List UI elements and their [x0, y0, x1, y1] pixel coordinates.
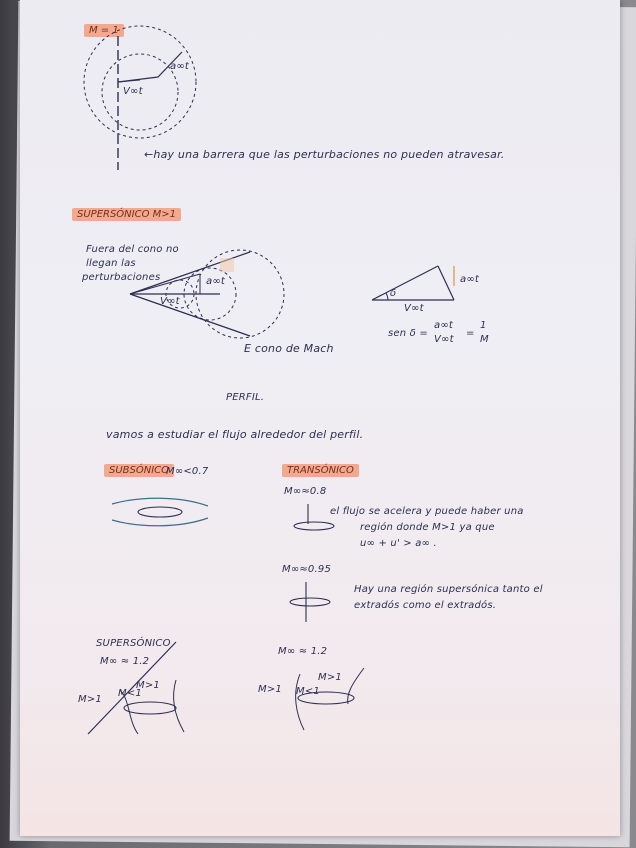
m095-line-2: extradós como el extradós. [354, 600, 497, 611]
transonic-m12-mgt1: M>1 [258, 684, 282, 695]
subsonic-condition: M∞<0.7 [166, 466, 209, 477]
cone-label-vt: V∞t [160, 296, 180, 307]
triangle-vt: V∞t [404, 303, 424, 314]
subsonic-tag: SUBSÓNICO [104, 464, 174, 477]
supersonic-note-1: Fuera del cono no [86, 244, 179, 255]
formula-equals: = [466, 328, 475, 339]
m08-line-3: u∞ + u' > a∞ . [360, 538, 437, 549]
m08-line-1: el flujo se acelera y puede haber una [330, 506, 524, 517]
subsonic-airfoil [110, 492, 210, 532]
mach1-label-at: a∞t [170, 61, 189, 72]
mach-cone-label: E cono de Mach [244, 342, 334, 355]
supersonic-mgt1: M>1 [78, 694, 102, 705]
triangle-delta: δ [390, 288, 397, 299]
m095-line-1: Hay una región supersónica tanto el [354, 584, 543, 595]
cone-label-at: a∞t [206, 276, 225, 287]
supersonic-profile-condition: M∞ ≈ 1.2 [100, 656, 150, 667]
mach1-note: ←hay una barrera que las perturbaciones no pueden atravesar. [144, 148, 505, 161]
mach1-tag: M = 1 [84, 24, 124, 37]
formula-num: a∞t [434, 320, 453, 331]
formula-rhs-num: 1 [480, 320, 487, 331]
supersonic-note-3: perturbaciones [82, 272, 161, 283]
transonic-m12-mlt1: M<1 [296, 686, 320, 697]
profile-heading: PERFIL. [226, 392, 265, 403]
formula-den: V∞t [434, 334, 454, 345]
supersonic-mlt1: M<1 [118, 688, 142, 699]
transonic-tag: TRANSÓNICO [282, 464, 359, 477]
m08-label: M∞≈0.8 [284, 486, 327, 497]
m095-label: M∞≈0.95 [282, 564, 332, 575]
supersonic-note-2: llegan las [86, 258, 136, 269]
mach-angle-triangle [370, 258, 460, 304]
supersonic-mgt1-b: M>1 [136, 680, 160, 691]
mach1-label-vt: V∞t [123, 86, 143, 97]
profile-intro: vamos a estudiar el flujo alrededor del perfil. [106, 428, 364, 441]
formula-rhs-den: M [480, 334, 489, 345]
formula-lhs: sen δ = [388, 328, 428, 339]
mach-cone-diagram [120, 244, 300, 344]
m095-airfoil [286, 578, 336, 624]
m08-line-2: región donde M>1 ya que [360, 522, 495, 533]
notebook-page [20, 0, 620, 836]
supersonic-tag: SUPERSÓNICO M>1 [72, 208, 181, 221]
supersonic-profile-tag: SUPERSÓNICO [96, 638, 171, 649]
triangle-at: a∞t [460, 274, 479, 285]
transonic-m12-label: M∞ ≈ 1.2 [278, 646, 328, 657]
transonic-m12-mgt1-b: M>1 [318, 672, 342, 683]
